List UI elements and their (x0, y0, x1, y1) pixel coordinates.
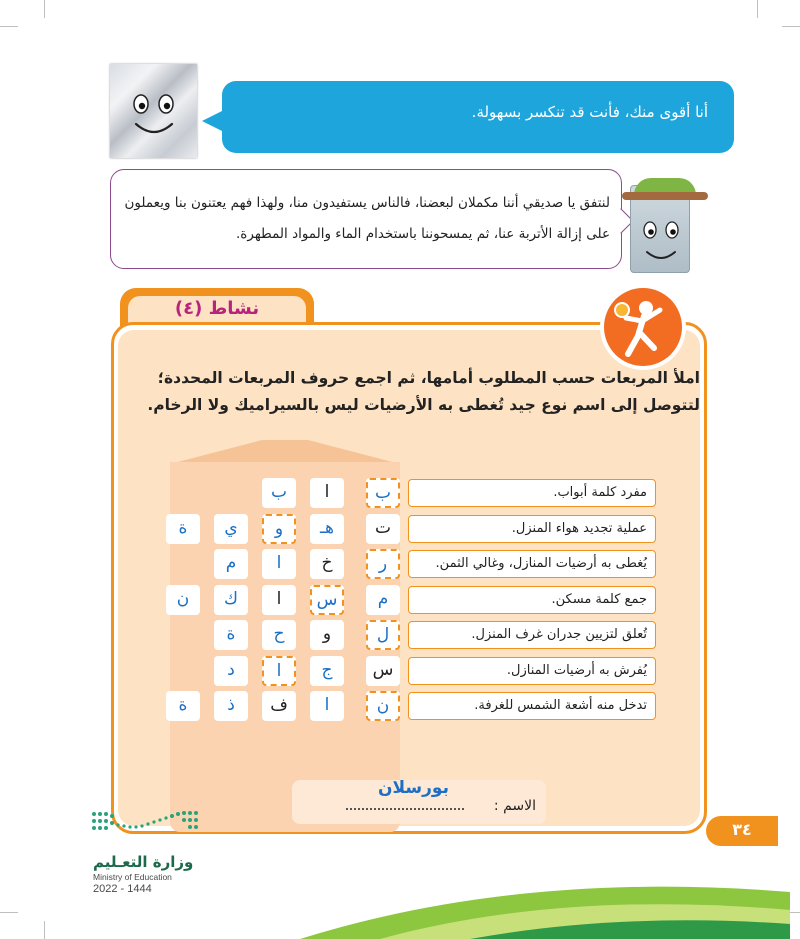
letter-cell[interactable]: ك (214, 585, 248, 615)
crop-mark (757, 0, 758, 18)
letter-cell[interactable]: ذ (214, 691, 248, 721)
clue-box: عملية تجديد هواء المنزل. (408, 515, 656, 543)
letter-cell[interactable]: ب (262, 478, 296, 508)
letter-cell[interactable]: س (366, 656, 400, 686)
highlighted-letter-cell[interactable]: س (310, 585, 344, 615)
letter-cell[interactable]: ن (166, 585, 200, 615)
decorative-swoosh (0, 840, 800, 939)
ministry-name-english: Ministry of Education (93, 872, 172, 882)
clue-box: تدخل منه أشعة الشمس للغرفة. (408, 692, 656, 720)
letter-cell[interactable]: د (214, 656, 248, 686)
letter-cell[interactable]: ج (310, 656, 344, 686)
highlighted-letter-cell[interactable]: و (262, 514, 296, 544)
speech-bubble-tail (202, 110, 224, 132)
letter-cell[interactable]: ا (262, 549, 296, 579)
letter-cell[interactable]: ة (166, 691, 200, 721)
clue-box: تُعلق لتزيين جدران غرف المنزل. (408, 621, 656, 649)
name-label: الاسم : (493, 798, 536, 814)
letter-cell[interactable]: ا (310, 691, 344, 721)
marble-tile-character (110, 64, 197, 158)
highlighted-letter-cell[interactable]: ن (366, 691, 400, 721)
letter-cell[interactable]: ا (310, 478, 344, 508)
clue-box: جمع كلمة مسكن. (408, 586, 656, 614)
letter-cell[interactable]: م (214, 549, 248, 579)
activity-icon (604, 288, 682, 366)
highlighted-letter-cell[interactable]: ب (366, 478, 400, 508)
clue-box: يُفرش به أرضيات المنازل. (408, 657, 656, 685)
letter-cell[interactable]: ت (366, 514, 400, 544)
speech-text-marble: أنا أقوى منك، فأنت قد تنكسر بسهولة. (471, 103, 708, 121)
crop-mark (0, 26, 18, 27)
letter-cell[interactable]: هـ (310, 514, 344, 544)
name-answer: بورسلان (378, 778, 449, 798)
speech-text-ceramic: لنتفق يا صديقي أننا مكملان لبعضنا، فالناس يستفيدون منا، ولهذا فهم يعتنون بنا ويعملون على إزالة الأتربة عنا، ثم يمسحوننا باستخدام الماء والمواد المطهرة. (124, 195, 610, 242)
page-number: ٣٤ (732, 820, 752, 839)
edition-year: 2022 - 1444 (93, 883, 152, 895)
name-answer-line[interactable] (346, 796, 464, 810)
letter-cell[interactable]: و (310, 620, 344, 650)
letter-cell[interactable]: ا (262, 585, 296, 615)
letter-cell[interactable]: ة (214, 620, 248, 650)
ministry-name-arabic: وزارة التعـليم (93, 853, 194, 871)
letter-cell[interactable]: م (366, 585, 400, 615)
letter-cell[interactable]: ف (262, 691, 296, 721)
letter-cell[interactable]: ة (166, 514, 200, 544)
ministry-logo-icon (90, 808, 202, 832)
crop-mark (44, 0, 45, 18)
letter-cell[interactable]: خ (310, 549, 344, 579)
highlighted-letter-cell[interactable]: ا (262, 656, 296, 686)
highlighted-letter-cell[interactable]: ر (366, 549, 400, 579)
highlighted-letter-cell[interactable]: ل (366, 620, 400, 650)
hat-icon (622, 178, 708, 204)
activity-title: نشاط (٤) (174, 298, 260, 319)
letter-cell[interactable]: ي (214, 514, 248, 544)
activity-instructions: املأ المربعات حسب المطلوب أمامها، ثم اجمع حروف المربعات المحددة؛ لتتوصل إلى اسم نوع جيد تُغطى به الأرضيات ليس بالسيراميك ولا الرخام. (147, 369, 700, 414)
clue-box: يُغطى به أرضيات المنازل، وغالي الثمن. (408, 550, 656, 578)
crop-mark (782, 26, 800, 27)
clue-box: مفرد كلمة أبواب. (408, 479, 656, 507)
letter-cell[interactable]: ح (262, 620, 296, 650)
